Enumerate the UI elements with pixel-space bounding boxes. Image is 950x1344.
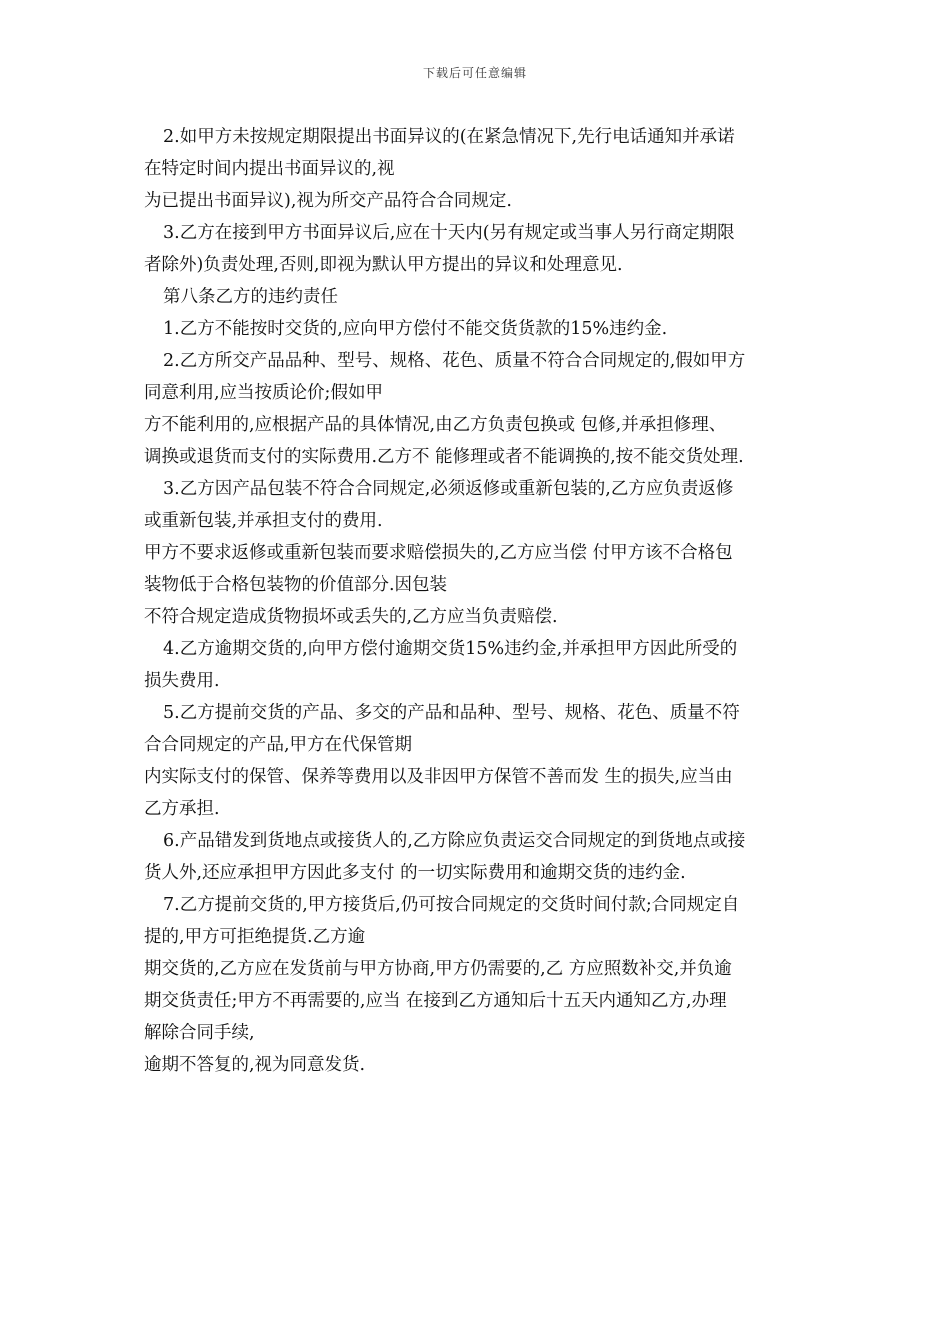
document-body — [144, 123, 816, 1083]
text-line: 提的,甲方可拒绝提货.乙方逾 — [144, 927, 366, 947]
text-line: 3.乙方在接到甲方书面异议后,应在十天内(另有规定或当事人另行商定期限 — [163, 223, 735, 243]
text-line: 1.乙方不能按时交货的,应向甲方偿付不能交货货款的15%违约金. — [163, 319, 668, 339]
text-line: 3.乙方因产品包装不符合合同规定,必须返修或重新包装的,乙方应负责返修 — [163, 479, 734, 499]
text-line: 在特定时间内提出书面异议的,视 — [144, 159, 395, 179]
text-line: 逾期不答复的,视为同意发货. — [144, 1055, 366, 1075]
text-line: 同意利用,应当按质论价;假如甲 — [144, 383, 383, 403]
text-line: 不符合规定造成货物损坏或丢失的,乙方应当负责赔偿. — [144, 607, 558, 627]
text-line: 调换或退货而支付的实际费用.乙方不 能修理或者不能调换的,按不能交货处理. — [144, 447, 744, 467]
text-line: 者除外)负责处理,否则,即视为默认甲方提出的异议和处理意见. — [144, 255, 623, 275]
text-line: 2.如甲方未按规定期限提出书面异议的(在紧急情况下,先行电话通知并承诺 — [163, 127, 735, 147]
text-line: 6.产品错发到货地点或接货人的,乙方除应负责运交合同规定的到货地点或接 — [163, 831, 746, 851]
text-line: 内实际支付的保管、保养等费用以及非因甲方保管不善而发 生的损失,应当由 — [144, 767, 733, 787]
page-header: 下载后可任意编辑 — [422, 66, 527, 80]
text-line: 合合同规定的产品,甲方在代保管期 — [144, 735, 413, 755]
text-line: 解除合同手续, — [144, 1023, 255, 1043]
text-line: 为已提出书面异议),视为所交产品符合合同规定. — [144, 191, 512, 211]
text-line: 装物低于合格包装物的价值部分.因包装 — [144, 575, 448, 595]
text-line: 甲方不要求返修或重新包装而要求赔偿损失的,乙方应当偿 付甲方该不合格包 — [144, 543, 733, 563]
text-line: 4.乙方逾期交货的,向甲方偿付逾期交货15%违约金,并承担甲方因此所受的 — [163, 639, 738, 659]
text-line: 期交货的,乙方应在发货前与甲方协商,甲方仍需要的,乙 方应照数补交,并负逾 — [144, 959, 732, 979]
text-line: 2.乙方所交产品品种、型号、规格、花色、质量不符合合同规定的,假如甲方 — [163, 351, 746, 371]
text-line: 方不能利用的,应根据产品的具体情况,由乙方负责包换或 包修,并承担修理、 — [144, 415, 727, 435]
text-line: 7.乙方提前交货的,甲方接货后,仍可按合同规定的交货时间付款;合同规定自 — [163, 895, 740, 915]
text-line: 货人外,还应承担甲方因此多支付 的一切实际费用和逾期交货的违约金. — [144, 863, 686, 883]
text-line: 损失费用. — [144, 671, 220, 691]
text-line: 或重新包装,并承担支付的费用. — [144, 511, 383, 531]
text-line: 第八条乙方的违约责任 — [163, 287, 338, 307]
text-line: 乙方承担. — [144, 799, 220, 819]
text-line: 期交货责任;甲方不再需要的,应当 在接到乙方通知后十五天内通知乙方,办理 — [144, 991, 727, 1011]
text-line: 5.乙方提前交货的产品、多交的产品和品种、型号、规格、花色、质量不符 — [163, 703, 740, 723]
